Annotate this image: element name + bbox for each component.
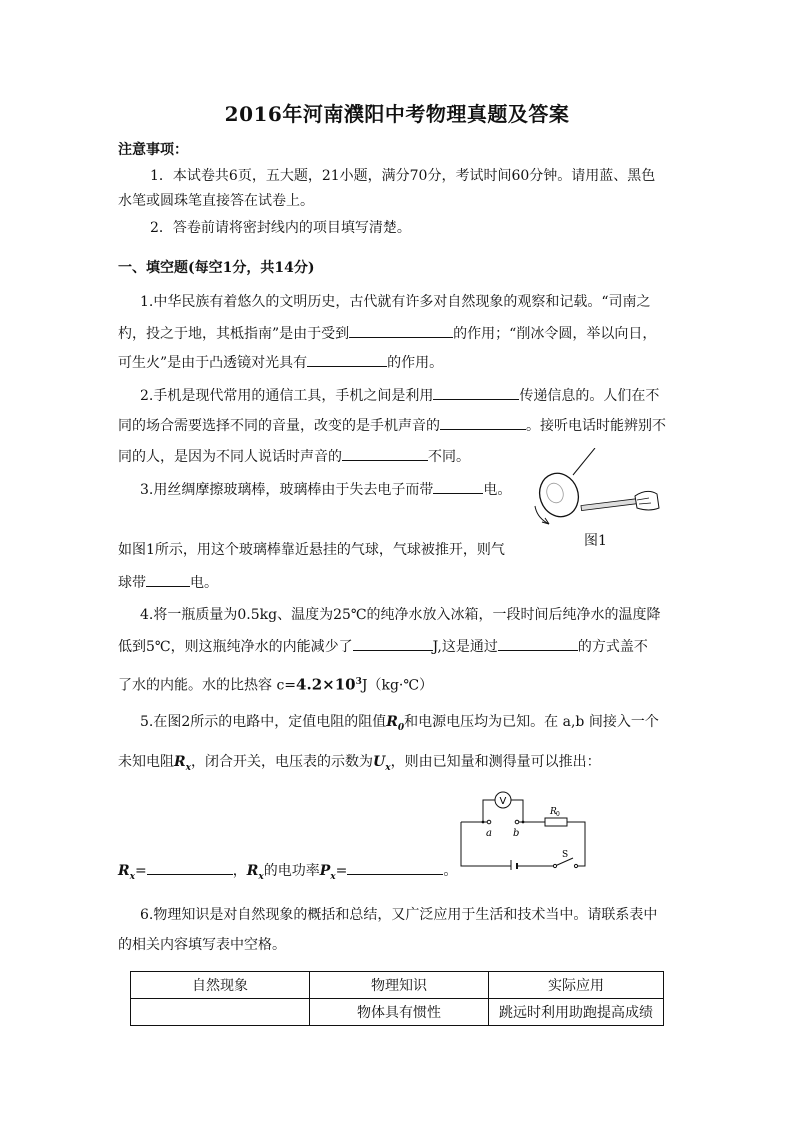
switch-contact [574,864,577,867]
figure-2-circuit [455,790,595,870]
label-r0-sub: 0 [556,811,560,818]
terminal-a [487,820,491,824]
q5-line1: 5.在图2所示的电路中，定值电阻的阻值$R_0$和电源电压均为已知。在 a,b 间接入一个 [140,714,659,733]
label-a: a [486,828,492,839]
q3-line2: 如图1所示，用这个玻璃棒靠近悬挂的气球，气球被推开，则气 [118,542,505,558]
label-r0: R [550,807,557,817]
knowledge-table [130,971,664,1026]
glass-rod [581,498,639,510]
table-row [131,999,664,1026]
junction [522,821,525,824]
terminal-b [515,820,519,824]
q6-line2: 的相关内容填写表中空格。 [118,937,286,953]
q2-line1: 2.手机是现代常用的通信工具，手机之间是利用 传递信息的。人们在不 [140,385,659,406]
section-heading: 一、填空题(每空1分，共14分) [118,260,315,276]
answer-blank[interactable] [342,446,428,461]
answer-blank[interactable] [307,352,387,367]
voltmeter-label: V [499,796,507,807]
junction [482,821,485,824]
page-title: 2016年河南濮阳中考物理真题及答案 [224,102,570,126]
q3-line3: 球带 电。 [118,572,218,593]
answer-blank[interactable] [349,323,453,338]
table-header-row [131,972,664,999]
notes-heading: 注意事项： [118,142,188,158]
table-cell: 跳远时利用助跑提高成绩 [489,999,664,1026]
q1-line2: 杓，投之于地，其柢指南”是由于受到 的作用；“削冰令圆，举以向日， [118,323,656,344]
note-item-1: 1．本试卷共6页，五大题，21小题，满分70分，考试时间60分钟。请用蓝、黑色 [150,168,656,184]
header-physics-knowledge: 物理知识 [310,972,489,999]
q1-line1: 1.中华民族有着悠久的文明历史，古代就有许多对自然现象的观察和记载。“司南之 [140,294,651,310]
balloon-highlight [544,481,566,505]
switch-pivot [553,864,556,867]
arrow-head [542,518,549,524]
answer-blank[interactable] [146,572,190,587]
note-item-1-cont: 水笔或圆珠笔直接答在试卷上。 [118,193,314,209]
answer-blank[interactable] [433,385,519,400]
q4-line2: 低到5℃，则这瓶纯净水的内能减少了 J,这是通过 的方式盖不 [118,636,648,657]
table-cell-blank[interactable] [131,999,310,1026]
q2-line3: 同的人，是因为不同人说话时声音的 不同。 [118,446,470,467]
figure-1-balloon-rod [525,448,665,528]
q3-line1: 3.用丝绸摩擦玻璃棒，玻璃棒由于失去电子而带 电。 [140,479,511,500]
label-s: S [562,850,569,860]
note-item-2: 2．答卷前请将密封线内的项目填写清楚。 [150,220,411,236]
header-practical-application: 实际应用 [489,972,664,999]
q4-line1: 4.将一瓶质量为0.5kg、温度为25℃的纯净水放入冰箱，一段时间后纯净水的温度降 [140,607,661,623]
figure-1-label: 图1 [584,533,607,549]
q2-line2: 同的场合需要选择不同的音量，改变的是手机声音的 。接听电话时能辨别不 [118,415,666,436]
balloon [534,468,585,522]
answer-blank[interactable] [440,415,526,430]
resistor-r0 [545,818,567,826]
answer-blank[interactable] [433,479,483,494]
table-cell: 物体具有惯性 [310,999,489,1026]
q5-answer-line: $R_x=$ ，$R_x$的电功率$P_x=$ 。 [118,860,457,887]
hand-icon [635,491,659,510]
answer-blank[interactable] [347,860,443,875]
answer-blank[interactable] [353,636,433,651]
label-b: b [513,828,520,839]
answer-blank[interactable] [498,636,578,651]
q4-line3: 了水的内能。水的比热容 $c=4.2\times 10^3J(kg\cdot℃)$ [118,675,434,694]
q5-line2: 未知电阻$R_x$，闭合开关，电压表的示数为$U_x$，则由已知量和测得量可以推出： [118,754,601,773]
string [573,448,595,475]
answer-blank[interactable] [147,860,233,875]
q1-line3: 可生火”是由于凸透镜对光具有 的作用。 [118,352,443,373]
header-natural-phenomenon: 自然现象 [131,972,310,999]
q6-line1: 6.物理知识是对自然现象的概括和总结，又广泛应用于生活和技术当中。请联系表中 [140,907,658,923]
